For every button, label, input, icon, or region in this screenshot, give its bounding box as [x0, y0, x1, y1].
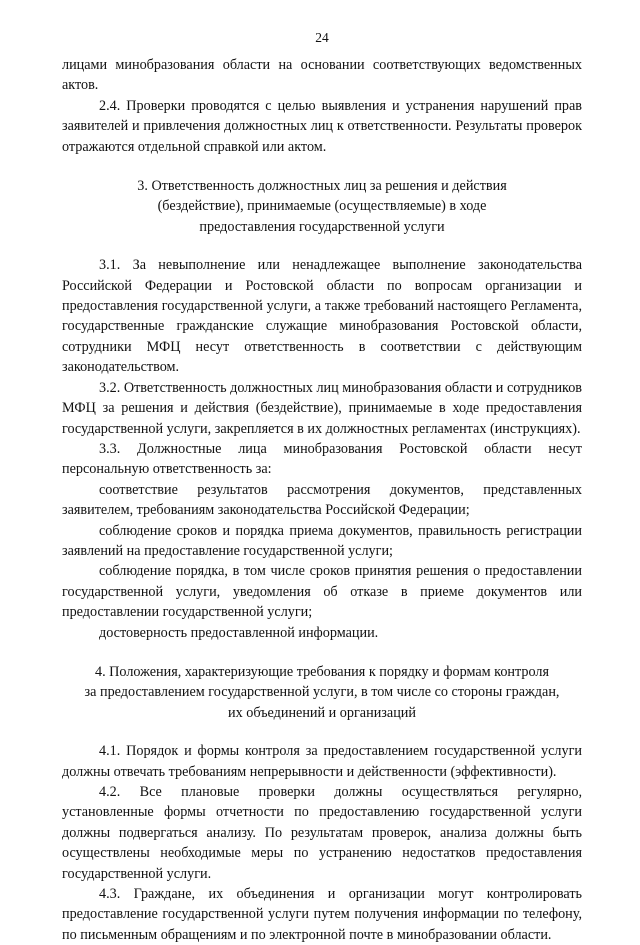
section-3-body	[62, 255, 582, 643]
section-4-heading	[62, 662, 582, 723]
spacer	[62, 643, 582, 662]
section-heading-line: их объединений и организаций	[228, 704, 416, 721]
section-3-heading	[62, 176, 582, 237]
paragraph-2-4: 2.4. Проверки проводятся с целью выявления и устранения нарушений прав заявителей и привлечения должностных лиц к ответственности. Результаты проверок отражаются отдельной справкой или актом.	[62, 97, 582, 155]
paragraph-3-2: 3.2. Ответственность должностных лиц минобразования области и сотрудников МФЦ за решения и действия (бездействие), принимаемые в ходе предоставления государственной услуги, закрепляется в их должностных регламентах (инструкциях).	[62, 379, 582, 437]
list-item: соблюдение сроков и порядка приема документов, правильность регистрации заявлений на предоставление государственной услуги;	[62, 522, 582, 559]
paragraph-4-3: 4.3. Граждане, их объединения и организации могут контролировать предоставление государственной услуги путем получения информации по телефону, по письменным обращениям и по электронной почте в минобразовании области.	[62, 886, 582, 943]
spacer	[62, 157, 582, 176]
paragraph-3-3: 3.3. Должностные лица минобразования Ростовской области несут персональную ответственность за:	[62, 440, 582, 478]
paragraph-4-1: 4.1. Порядок и формы контроля за предоставлением государственной услуги должны отвечать требованиям непрерывности и действенности (эффективности).	[62, 743, 582, 780]
section-heading-line: 3. Ответственность должностных лиц за решения и действия	[137, 178, 507, 195]
page-number: 24	[315, 30, 329, 45]
section-heading-line: 4. Положения, характеризующие требования к порядку и формам контроля	[94, 663, 549, 680]
section-heading-line: за предоставлением государственной услуги, в том числе со стороны граждан,	[84, 684, 560, 701]
section-heading-line: (бездействие), принимаемые (осуществляемые) в ходе	[157, 198, 487, 215]
spacer	[62, 237, 582, 255]
list-item: достоверность предоставленной информации.	[99, 624, 379, 641]
paragraph-3-1: 3.1. За невыполнение или ненадлежащее выполнение законодательства Российской Федерации и Ростовской области по вопросам организации и предоставления государственной услуги, а также требований настоящего Регламента, государственные гражданские служащие минобразования Ростовской области, сотрудники МФЦ несут ответственность в соответствии с действующим законодательством.	[62, 257, 582, 376]
list-item: соответствие результатов рассмотрения документов, представленных заявителем, требованиям законодательства Российской Федерации;	[62, 481, 582, 519]
list-item: соблюдение порядка, в том числе сроков принятия решения о предоставлении государственной услуги, уведомления об отказе в приеме документов или предоставлении государственной услуги;	[62, 563, 582, 621]
paragraph-continuation: лицами минобразования области на основании соответствующих ведомственных актов.	[62, 57, 582, 94]
section-heading-line: предоставления государственной услуги	[199, 218, 445, 235]
spacer	[62, 723, 582, 741]
paragraph-4-2: 4.2. Все плановые проверки должны осуществляться регулярно, установленные формы отчетности по предоставлению государственной услуги должны подвергаться анализу. По результатам проверок, анализа должны быть осуществлены необходимые меры по устранению недостатков предоставления государственной услуги.	[62, 784, 582, 882]
section-4-body	[62, 741, 582, 945]
